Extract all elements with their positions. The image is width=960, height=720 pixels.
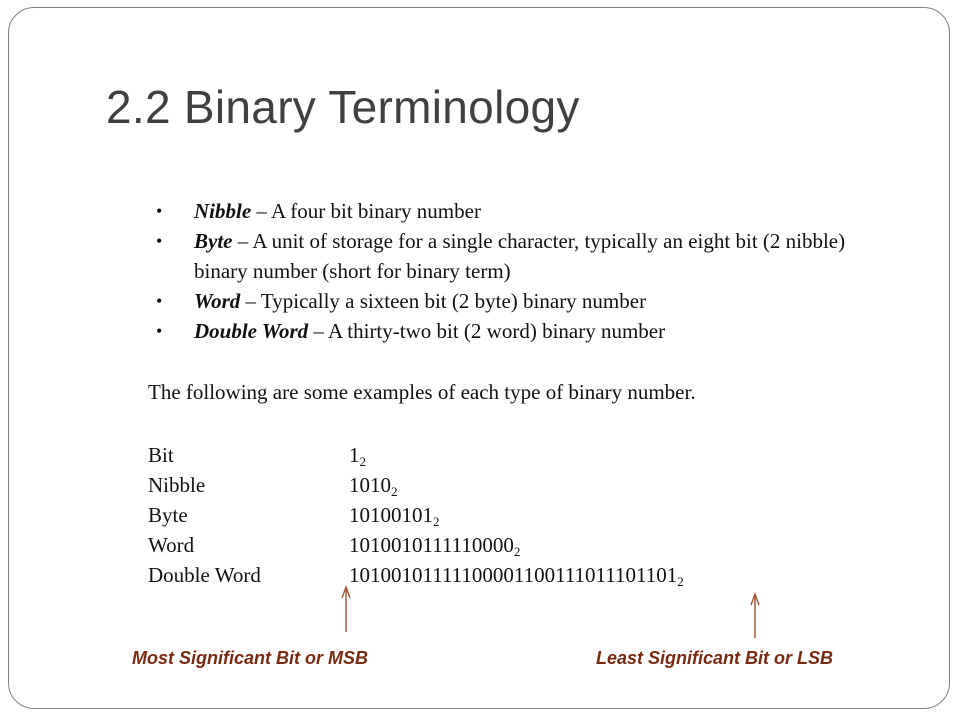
base-subscript: 2 bbox=[513, 544, 521, 559]
example-value: $1_2$ bbox=[349, 443, 366, 469]
example-name: Byte bbox=[148, 503, 188, 527]
definition-term: Byte bbox=[194, 229, 233, 253]
example-name: Bit bbox=[148, 443, 174, 467]
definition-term: Nibble bbox=[194, 199, 252, 223]
example-row-byte bbox=[148, 500, 684, 530]
example-name: Word bbox=[148, 533, 195, 557]
base-subscript: 2 bbox=[433, 514, 440, 529]
definition-term: Word bbox=[194, 289, 241, 313]
examples-table bbox=[148, 440, 684, 590]
definition-text: – A thirty-two bit (2 word) binary number bbox=[308, 319, 666, 343]
bullet-icon: • bbox=[156, 201, 163, 221]
example-value: $1010010111110000_2$ bbox=[349, 533, 521, 559]
definition-item-double-word bbox=[148, 316, 868, 346]
example-name: Nibble bbox=[148, 473, 206, 497]
definition-term: Double Word bbox=[194, 319, 309, 343]
definition-text: – A unit of storage for a single character, typically an eight bit (2 nibble) binary number (short for binary term) bbox=[194, 229, 846, 283]
bullet-icon: • bbox=[156, 291, 163, 311]
definition-item-byte bbox=[148, 226, 868, 286]
example-row-double-word bbox=[148, 560, 684, 590]
bullet-icon: • bbox=[156, 231, 163, 251]
example-row-bit bbox=[148, 440, 684, 470]
example-name: Double Word bbox=[148, 563, 261, 587]
definition-list bbox=[148, 196, 868, 346]
bullet-icon: • bbox=[156, 321, 163, 341]
definition-item-word bbox=[148, 286, 868, 316]
example-value: $1010_2$ bbox=[349, 473, 398, 499]
example-row-word bbox=[148, 530, 684, 560]
lsb-label: Least Significant Bit or LSB bbox=[596, 648, 834, 668]
base-subscript: 2 bbox=[677, 574, 684, 589]
definition-text: – A four bit binary number bbox=[251, 199, 481, 223]
msb-label: Most Significant Bit or MSB bbox=[132, 648, 368, 668]
examples-intro: The following are some examples of each type of binary number. bbox=[148, 380, 696, 404]
example-value: $10100101_2$ bbox=[349, 503, 440, 529]
definition-item-nibble bbox=[148, 196, 868, 226]
definition-text: – Typically a sixteen bit (2 byte) binary number bbox=[240, 289, 647, 313]
slide-title: 2.2 Binary Terminology bbox=[106, 81, 580, 133]
base-subscript: 2 bbox=[359, 454, 366, 469]
base-subscript: 2 bbox=[391, 484, 398, 499]
example-value: $10100101111100001100111011101101_2$ bbox=[349, 563, 684, 589]
example-row-nibble bbox=[148, 470, 684, 500]
